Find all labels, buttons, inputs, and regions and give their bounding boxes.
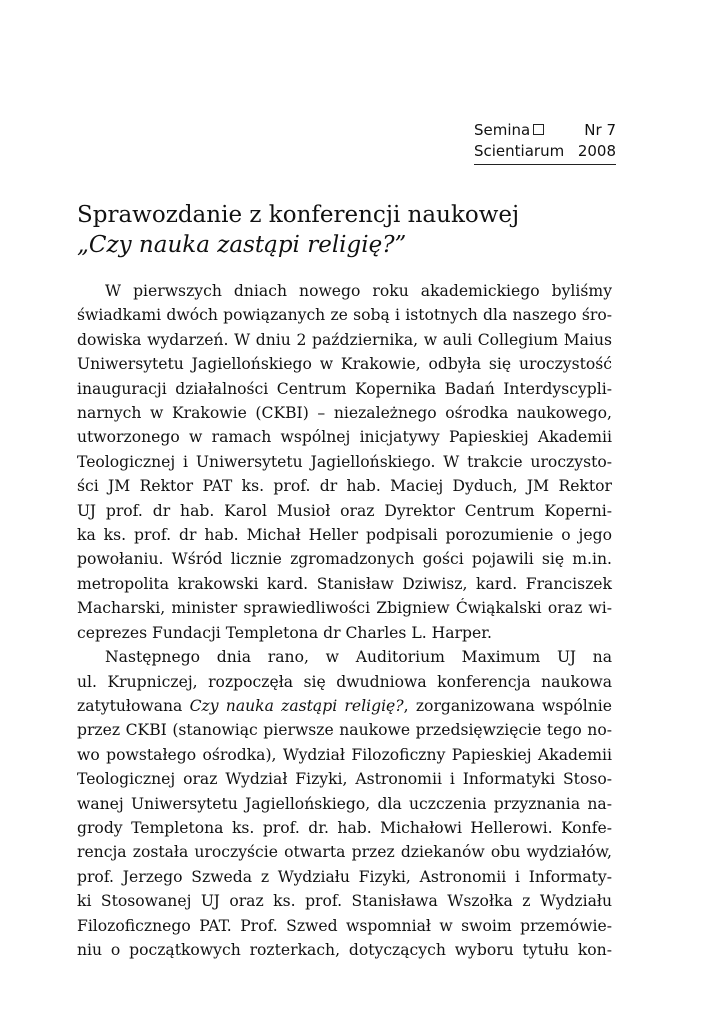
text-line: metropolita krakowski kard. Stanisław Dziwisz, kard. Franciszek bbox=[77, 574, 612, 593]
journal-name-line1: Semina bbox=[474, 120, 544, 141]
journal-header bbox=[474, 120, 616, 165]
text-line: Macharski, minister sprawiedliwości Zbigniew Ćwiąkalski oraz wi- bbox=[77, 599, 612, 618]
text-line: rencja została uroczyście otwarta przez dziekanów obu wydziałów, bbox=[77, 843, 612, 862]
issue-number: Nr 7 bbox=[584, 121, 616, 139]
journal-name-line2: Scientiarum bbox=[474, 142, 565, 160]
text-line: W pierwszych dniach nowego roku akademickiego byliśmy bbox=[105, 282, 612, 300]
italic-conference-title: Czy nauka zastąpi religię? bbox=[189, 696, 404, 715]
text-line: narnych w Krakowie (CKBI) – niezależnego ośrodka naukowego, bbox=[77, 404, 612, 423]
header-row-1 bbox=[474, 120, 616, 141]
issue-year: 2008 bbox=[577, 142, 616, 160]
header-rule bbox=[474, 164, 616, 165]
text-line: grody Templetona ks. prof. dr. hab. Michałowi Hellerowi. Konfe- bbox=[77, 818, 612, 837]
text-line: Uniwersytetu Jagiellońskiego w Krakowie, odbyła się uroczystość bbox=[77, 355, 612, 374]
text-line: Teologicznej i Uniwersytetu Jagiellońskiego. W trakcie uroczysto- bbox=[77, 452, 612, 471]
text-line: świadkami dwóch powiązanych ze sobą i istotnych dla naszego śro- bbox=[77, 306, 612, 325]
text-line: ka ks. prof. dr hab. Michał Heller podpisali porozumienie o jego bbox=[77, 526, 612, 545]
text-line: ul. Krupniczej, rozpoczęła się dwudniowa konferencja naukowa bbox=[77, 672, 612, 691]
box-icon bbox=[533, 124, 544, 135]
paragraph-2 bbox=[77, 645, 612, 962]
text-line: powołaniu. Wśród licznie zgromadzonych gości pojawili się m.in. bbox=[77, 550, 612, 569]
text-line: niu o początkowych rozterkach, dotyczących wyboru tytułu kon- bbox=[77, 940, 612, 959]
text-line-with-italic bbox=[77, 694, 612, 718]
text-line: wanej Uniwersytetu Jagiellońskiego, dla uczczenia przyznania na- bbox=[77, 794, 612, 813]
text-fragment: zatytułowana bbox=[77, 696, 183, 715]
title-main: Sprawozdanie z konferencji naukowej bbox=[77, 202, 520, 228]
text-line: przez CKBI (stanowiąc pierwsze naukowe przedsięwzięcie tego no- bbox=[77, 721, 612, 740]
text-line: Następnego dnia rano, w Auditorium Maximum UJ na bbox=[105, 648, 612, 667]
text-line: wo powstałego ośrodka), Wydział Filozoficzny Papieskiej Akademii bbox=[77, 745, 612, 764]
paragraph-1 bbox=[77, 279, 612, 645]
text-line: inauguracji działalności Centrum Kopernika Badań Interdyscypli- bbox=[77, 379, 612, 398]
header-row-2 bbox=[474, 141, 616, 162]
title-subtitle: „Czy nauka zastąpi religię?” bbox=[77, 232, 407, 258]
text-line: Filozoficznego PAT. Prof. Szwed wspomniał w swoim przemówie- bbox=[77, 916, 612, 935]
text-line: ki Stosowanej UJ oraz ks. prof. Stanisława Wszołka z Wydziału bbox=[77, 892, 612, 911]
article-title bbox=[77, 200, 637, 260]
text-line: ceprezes Fundacji Templetona dr Charles L. Harper. bbox=[77, 623, 492, 642]
article-body bbox=[77, 279, 612, 962]
text-line: UJ prof. dr hab. Karol Musioł oraz Dyrektor Centrum Koperni- bbox=[77, 501, 612, 520]
text-line: ści JM Rektor PAT ks. prof. dr hab. Maciej Dyduch, JM Rektor bbox=[77, 477, 612, 496]
text-fragment: , zorganizowana wspólnie bbox=[403, 696, 612, 715]
text-line: utworzonego w ramach wspólnej inicjatywy Papieskiej Akademii bbox=[77, 428, 612, 447]
text-line: Teologicznej oraz Wydział Fizyki, Astronomii i Informatyki Stoso- bbox=[77, 770, 612, 789]
text-line: dowiska wydarzeń. W dniu 2 października, w auli Collegium Maius bbox=[77, 330, 612, 349]
text-line: prof. Jerzego Szweda z Wydziału Fizyki, Astronomii i Informaty- bbox=[77, 867, 612, 886]
